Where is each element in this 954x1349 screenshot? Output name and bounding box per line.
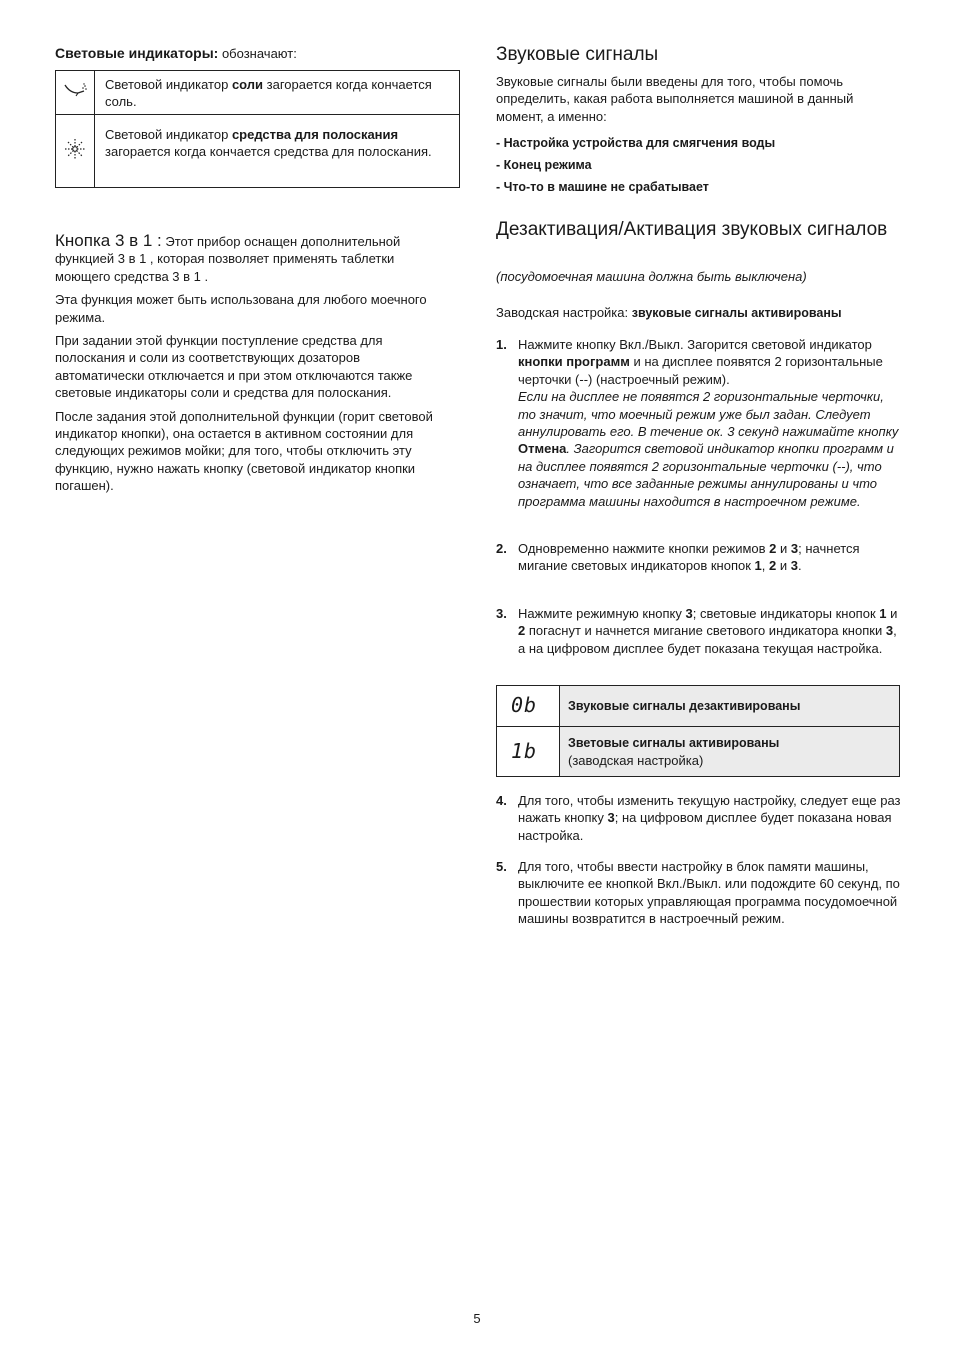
factory-setting: Заводская настройка: звуковые сигналы активированы [496, 305, 842, 320]
step-4: 4. Для того, чтобы изменить текущую настройку, следует еще раз нажать кнопку 3; на цифровом дисплее будет показана новая настройка. [496, 793, 901, 843]
sound-signals-title: Звуковые сигналы [496, 44, 659, 65]
indicator-desc-rinse-aid: Световой индикатор средства для полоскания загорается когда кончается средства для полоскания. [95, 114, 460, 187]
deactivation-title: Дезактивация/Активация звуковых сигналов [496, 219, 888, 240]
list-item: - Что-то в машине не срабатывает [496, 180, 709, 194]
page-number: 5 [473, 1311, 481, 1326]
indicator-row-salt [56, 71, 460, 115]
list-item: - Конец режима [496, 158, 592, 172]
list-item: - Настройка устройства для смягчения воды [496, 136, 776, 150]
indicators-table [55, 70, 460, 188]
display-code: 1b [497, 727, 560, 777]
button-3in1-p4: После задания этой дополнительной функции (горит световой индикатор кнопки), она остается в активном состоянии для следующих режимов мойки; для того, чтобы отключить эту функцию, нужно нажать кнопку (световой индикатор кнопки погашен). [55, 408, 433, 494]
table-row [497, 727, 900, 777]
deactivation-note: (посудомоечная машина должна быть выключена) [496, 269, 807, 284]
display-code: 0b [497, 686, 560, 727]
button-3in1-p3: При задании этой функции поступление средства для полоскания и соли из соответствующих дозаторов автоматически отключается и при этом отключаются также световые индикаторы соли и средства для полоскания. [55, 333, 413, 401]
salt-indicator-icon [56, 71, 95, 115]
indicator-row-rinse-aid [56, 114, 460, 187]
indicators-heading: Световые индикаторы: обозначают: [55, 45, 297, 61]
step-5: 5. Для того, чтобы ввести настройку в блок памяти машины, выключите ее кнопкой Вкл./Выкл. или подождите 60 секунд, по прошествии которых управляющая программа посудомоечной машины возвратится в настроечный режим. [496, 859, 900, 927]
button-3in1-section [55, 232, 435, 501]
rinse-aid-indicator-icon [56, 114, 95, 187]
sound-settings-table [496, 685, 900, 777]
button-3in1-p2: Эта функция может быть использована для любого моечного режима. [55, 292, 427, 325]
setting-desc: Зветовые сигналы активированы (заводская настройка) [560, 727, 900, 777]
sound-signals-list [496, 135, 775, 201]
sound-signals-intro: Звуковые сигналы были введены для того, чтобы помочь определить, какая работа выполняется машиной в данный момент, а именно: [496, 74, 854, 124]
button-3in1-intro: Кнопка 3 в 1 : Этот прибор оснащен дополнительной функцией 3 в 1 , которая позволяет применять таблетки моющего средства 3 в 1 . [55, 231, 401, 284]
indicator-desc-salt: Световой индикатор соли загорается когда кончается соль. [95, 71, 460, 115]
step-3: 3. Нажмите режимную кнопку 3; световые индикаторы кнопок 1 и 2 погаснут и начнется мигание светового индикатора кнопки 3, а на цифровом дисплее будет показана текущая настройка. [496, 606, 898, 656]
table-row [497, 686, 900, 727]
setting-desc: Звуковые сигналы дезактивированы [560, 686, 900, 727]
step-2: 2. Одновременно нажмите кнопки режимов 2 и 3; начнется мигание световых индикаторов кнопок 1, 2 и 3. [496, 541, 860, 574]
step-1: 1. Нажмите кнопку Вкл./Выкл. Загорится световой индикатор кнопки программ и на дисплее появятся 2 горизонтальные черточки (--) (настроечный режим). Если на дисплее не появятся 2 горизонтальные черточки, то значит, что моечный режим уже был задан. Следует аннулировать его. В течение ок. 3 секунд нажимайте кнопку Отмена. Загорится световой индикатор кнопки программ и на дисплее появятся 2 горизонтальные черточки (--), что означает, что все заданные режимы аннулированы и что программа машины находится в настроечном режиме. [496, 337, 899, 509]
